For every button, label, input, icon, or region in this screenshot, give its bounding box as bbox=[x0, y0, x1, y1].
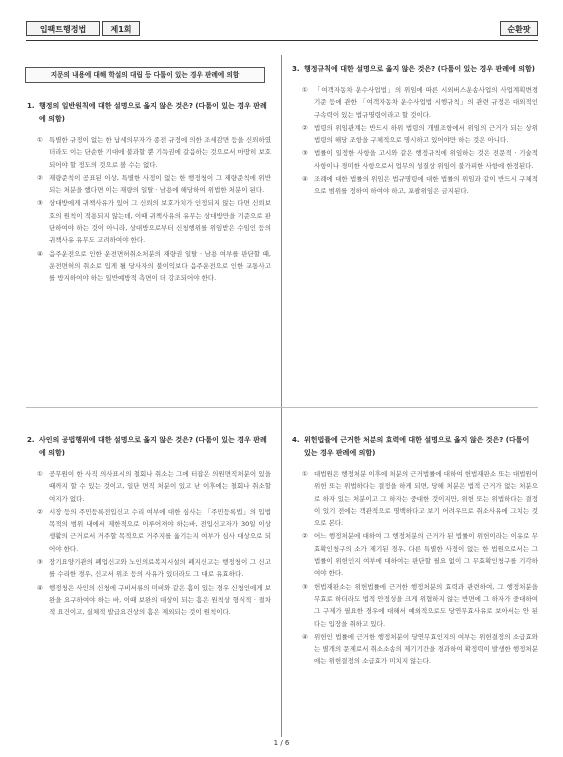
question-title: 위헌법률에 근거한 처분의 효력에 대한 설명으로 옳지 않은 것은? (다툼이 있는 경우 판례에 의함) bbox=[304, 436, 530, 457]
question-title: 행정규칙에 대한 설명으로 옳지 않은 것은? (다툼이 있는 경우 판례에 의함) bbox=[304, 65, 535, 73]
question-2 bbox=[27, 434, 271, 620]
column-divider bbox=[281, 55, 282, 737]
subject-label: 입팩트행정법 bbox=[26, 21, 100, 36]
option-text: 헌법재판소는 위헌법률에 근거한 행정처분의 효력과 관련하여, 그 행정처분을 무효로 하더라도 법적 안정성을 크게 위협하지 않는 반면에 그 하자가 중대하여 그 구제가 필요한 경우에 대해서 예외적으로도 당연무효사유로 보아서는 안 된다는 입장을 취하고 있다. bbox=[314, 582, 538, 628]
option-mark: ③ bbox=[37, 558, 43, 567]
instruction-box: 지문의 내용에 대해 학설의 대립 등 다툼이 있는 경우 판례에 의함 bbox=[25, 67, 265, 83]
option-text: 재량준칙이 공표된 이상, 특별한 사정이 없는 한 행정청이 그 재량준칙에 위반되는 처분을 했다면 이는 재량의 일탈 · 남용에 해당하여 위법한 처분이 된다. bbox=[49, 173, 271, 195]
option bbox=[37, 248, 271, 285]
option bbox=[302, 147, 538, 172]
option-text: 음주운전으로 인한 운전면허취소처분의 재량권 일탈 · 남용 여부를 판단할 때, 운전면허의 취소로 입게 될 당사자의 불이익보다 음주운전으로 인한 교통사고를 방지하여야 하는 일반예방적 측면이 더 강조되어야 한다. bbox=[49, 249, 271, 283]
round-label: 제1회 bbox=[102, 21, 140, 36]
option bbox=[302, 84, 538, 121]
header-divider bbox=[26, 40, 538, 41]
question-3 bbox=[292, 63, 538, 199]
option-text: 대법원은 행정처분 이후에 처분의 근거법률에 대하여 헌법재판소 또는 대법원이 위헌 또는 위법하다는 결정을 하게 되면, 당해 처분은 법적 근거가 없는 처분으로 하자 있는 처분이고 그 하자는 중대한 것이지만, 위헌 또는 위법하다는 결정이 있기 전에는 객관적으로 명백하다고 보기 어려우므로 취소사유에 그치는 것으로 본다. bbox=[314, 470, 538, 528]
option-text: 위헌인 법률에 근거한 행정처분이 당연무효인지의 여부는 위헌결정의 소급효와는 별개의 문제로서 취소소송의 제기기간을 경과하여 확정력이 발생한 행정처분에는 위헌결정의 소급효가 미치지 않는다. bbox=[314, 632, 538, 666]
option-text: 상대방에게 귀책사유가 있어 그 신뢰의 보호가치가 인정되지 않는 다면 신뢰보호의 원칙이 적용되지 않는데, 이때 귀책사유의 유무는 상대방만을 기준으로 판단하여야 하는 것이 아니라, 상대방으로부터 신청행위를 위임받은 수임인 등의 귀책사유 유무도 고려하여야 한다. bbox=[49, 199, 271, 245]
option-mark: ④ bbox=[302, 632, 308, 641]
question-4 bbox=[292, 434, 538, 669]
option-text: 특별한 규정이 없는 한 납세의무자가 종전 규정에 의한 조세감면 등을 신뢰하였더라도 이는 단순한 기대에 불과할 뿐 기득권에 갈음하는 것으로서 마땅히 보호되어야 할 정도의 것으로 볼 수는 없다. bbox=[49, 136, 271, 169]
option bbox=[302, 581, 538, 630]
option-text: 「여객자동차 운수사업법」의 위임에 따른 시외버스운송사업의 사업계획변경 기준 등에 관한 「여객자동차 운수사업법 시행규칙」의 관련 규정은 대외적인 구속력이 있는 법규명령이라고 할 것이다. bbox=[314, 86, 538, 119]
question-number: 4. bbox=[292, 436, 300, 444]
option-text: 법률이 일정한 사항을 고시와 같은 행정규칙에 위임하는 것은 전문적 · 기술적 사항이나 경미한 사항으로서 업무의 성질상 위임이 불가피한 사항에 한정된다. bbox=[314, 149, 538, 170]
option bbox=[302, 173, 538, 198]
option-mark: ④ bbox=[37, 249, 43, 258]
option-text: 조례에 대한 법률의 위임은 법규명령에 대한 법률의 위임과 같이 반드시 구체적으로 범위를 정하여 하여야 하고, 포괄위임은 금지된다. bbox=[314, 175, 538, 196]
option bbox=[302, 468, 538, 529]
option-text: 법령의 위임관계는 반드시 하위 법령의 개별조항에서 위임의 근거가 되는 상위 법령의 해당 조항을 구체적으로 명시하고 있어야만 하는 것은 아니다. bbox=[314, 123, 538, 145]
question-number: 3. bbox=[292, 65, 300, 73]
page-header bbox=[26, 21, 538, 37]
option-text: 시장 등의 주민등록전입신고 수리 여부에 대한 심사는 「주민등록법」의 입법 목적의 범위 내에서 제한적으로 이루어져야 하는바, 전입신고자가 30일 이상 생활의 근거로서 거주할 목적으로 거주지를 옮기는지 여부가 심사 대상으로 되어야 한다. bbox=[49, 507, 271, 553]
option bbox=[37, 134, 271, 171]
option-mark: ③ bbox=[37, 199, 43, 208]
question-title: 행정의 일반원칙에 대한 설명으로 옳지 않은 것은? (다툼이 있는 경우 판례에 의함) bbox=[39, 102, 267, 123]
option-mark: ③ bbox=[302, 149, 308, 158]
option-mark: ④ bbox=[37, 583, 43, 592]
option-mark: ② bbox=[302, 123, 308, 132]
question-number: 1. bbox=[27, 102, 35, 110]
option-mark: ① bbox=[302, 86, 308, 94]
option-text: 어느 행정처분에 대하여 그 행정처분의 근거가 된 법률이 위헌이라는 이유로 무효확인청구의 소가 제기된 경우, 다른 특별한 사정이 없는 한 법원으로서는 그 법률이 위헌인지 여부에 대하여는 판단할 필요 없이 그 무효확인청구를 기각하여야 한다. bbox=[314, 532, 538, 578]
tag-label: 순환팟 bbox=[500, 21, 538, 36]
option-mark: ① bbox=[302, 470, 308, 478]
option-mark: ③ bbox=[302, 582, 308, 591]
option-mark: ① bbox=[37, 470, 43, 478]
question-1 bbox=[27, 100, 271, 286]
question-title: 사인의 공법행위에 대한 설명으로 옳지 않은 것은? (다툼이 있는 경우 판례에 의함) bbox=[39, 436, 267, 457]
option-mark: ④ bbox=[302, 175, 308, 184]
question-number: 2. bbox=[27, 436, 35, 444]
option-mark: ② bbox=[37, 507, 43, 516]
option bbox=[37, 468, 271, 505]
option-mark: ② bbox=[37, 173, 43, 182]
option bbox=[37, 172, 271, 197]
option-text: 공무원이 한 사직 의사표시의 철회나 취소는 그에 터잡은 의원면직처분이 있을 때까지 할 수 있는 것이고, 일단 면직 처분이 있고 난 이후에는 철회나 취소할 여지가 없다. bbox=[49, 470, 271, 503]
option bbox=[37, 556, 271, 581]
option-text: 행정청은 사인의 신청에 구비서류의 미비와 같은 흠이 있는 경우 신청인에게 보완을 요구하여야 하는 바, 이때 보완의 대상이 되는 흠은 원칙상 형식적 · 절차적 요건이고, 실체적 발급요건상의 흠은 제외되는 것이 원칙이다. bbox=[49, 583, 271, 617]
option bbox=[302, 530, 538, 579]
option-mark: ① bbox=[37, 136, 43, 144]
page-number: 1 / 6 bbox=[273, 739, 290, 747]
option bbox=[37, 506, 271, 555]
option-text: 장기요양기관의 폐업신고와 노인의료복지시설의 폐지신고는 행정청이 그 신고를 수리한 경우, 신고서 위조 등의 사유가 있더라도 그 대로 유효하다. bbox=[49, 558, 271, 579]
option bbox=[302, 122, 538, 147]
option bbox=[37, 582, 271, 619]
row-divider bbox=[26, 407, 538, 408]
option bbox=[302, 631, 538, 668]
option bbox=[37, 197, 271, 246]
option-mark: ② bbox=[302, 532, 308, 541]
